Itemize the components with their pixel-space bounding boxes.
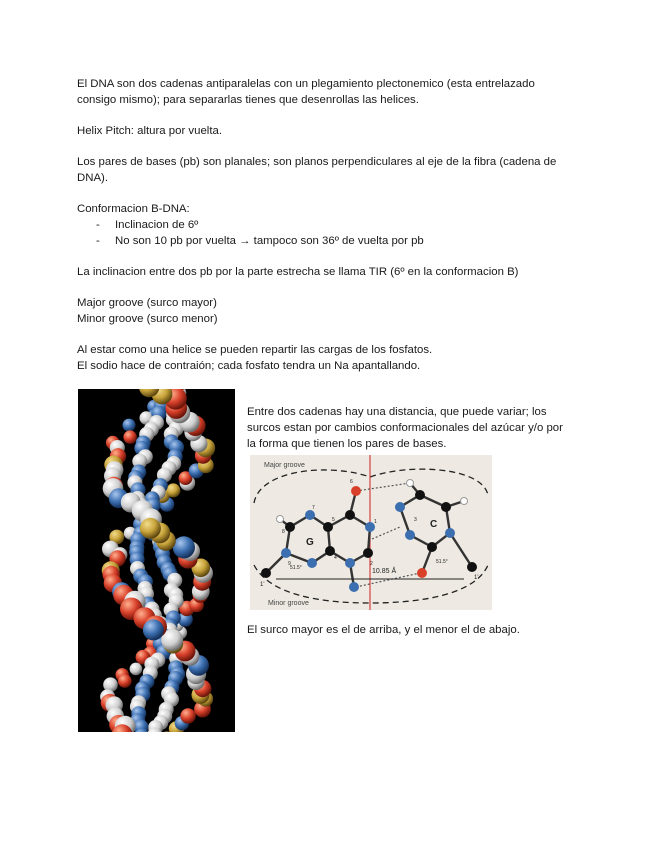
atom-number-label: 4: [334, 555, 337, 561]
atom-number-label: 6: [350, 479, 353, 485]
paragraph-base-pairs-line1: Los pares de bases (pb) son planales; son planos perpendiculares al eje de la fibra (cadena de: [77, 156, 557, 168]
atom-number-label: 2: [370, 561, 373, 567]
one-prime-left-label: 1': [260, 582, 265, 588]
atom-number-label: 9: [288, 561, 291, 567]
helix-atom-sphere: [123, 430, 136, 443]
base-label-g: G: [306, 537, 314, 548]
helix-atom-sphere: [166, 483, 180, 497]
nitrogen-atom: [395, 502, 405, 512]
side-text-line2: surcos estan por cambios conformacionales del azúcar y/o por: [247, 422, 563, 434]
bullet-text: Inclinacion de 6º: [115, 219, 199, 231]
base-pair-illustration: [250, 455, 492, 610]
major-groove-label: Major groove: [264, 462, 305, 469]
paragraph-dna-line2: consigo mismo); para separarlas tienes que desenrollas las helices.: [77, 94, 419, 106]
carbon-atom: [441, 502, 451, 512]
base-pair-diagram: [250, 455, 492, 610]
helix-atom-sphere: [173, 536, 195, 558]
helix-atom-sphere: [123, 419, 136, 432]
dna-helix-illustration: [78, 389, 235, 732]
hydrogen-atom: [277, 516, 284, 523]
oxygen-atom: [351, 486, 361, 496]
nitrogen-atom: [405, 530, 415, 540]
paragraph-helix-pitch: Helix Pitch: altura por vuelta.: [77, 125, 222, 137]
paragraph-major-groove: Major groove (surco mayor): [77, 297, 217, 309]
helix-atom-sphere: [130, 663, 143, 676]
bullet-text: No son 10 pb por vuelta → tampoco son 36º de vuelta por pb: [115, 235, 424, 247]
angle-left-label: 51.5°: [290, 565, 302, 571]
minor-groove-label: Minor groove: [268, 600, 309, 607]
atom-number-label: 5: [332, 517, 335, 523]
hydrogen-atom: [461, 498, 468, 505]
carbon-atom: [363, 548, 373, 558]
helix-atom-sphere: [180, 708, 195, 723]
nitrogen-atom: [349, 582, 359, 592]
one-prime-right-label: 1': [474, 575, 479, 581]
paragraph-base-pairs-line2: DNA).: [77, 172, 109, 184]
carbon-atom: [323, 522, 333, 532]
atom-number-label: 8: [282, 529, 285, 535]
carbon-atom-1prime-left: [261, 568, 271, 578]
nitrogen-atom: [307, 558, 317, 568]
helix-atom-sphere: [143, 619, 164, 640]
diagram-background: [250, 455, 492, 610]
nitrogen-atom: [305, 510, 315, 520]
side-text-line3: la forma que tienen los pares de bases.: [247, 438, 447, 450]
nitrogen-atom: [281, 548, 291, 558]
helix-atom-sphere: [118, 674, 132, 688]
diagram-caption: El surco mayor es el de arriba, y el menor el de abajo.: [247, 624, 520, 636]
bullet-dash: -: [96, 235, 100, 247]
side-text-line1: Entre dos cadenas hay una distancia, que puede variar; los: [247, 406, 547, 418]
carbon-atom-1prime-right: [467, 562, 477, 572]
paragraph-dna-line1: El DNA son dos cadenas antiparalelas con un plegamiento plectonemico (esta entrelazado: [77, 78, 535, 90]
atom-number-label: 7: [312, 505, 315, 511]
oxygen-atom: [417, 568, 427, 578]
paragraph-bdna-heading: Conformacion B-DNA:: [77, 203, 190, 215]
distance-label: 10.85 Å: [372, 568, 397, 575]
helix-atom-sphere: [140, 518, 161, 539]
carbon-atom: [285, 522, 295, 532]
carbon-atom: [427, 542, 437, 552]
angle-right-label: 51.5°: [436, 559, 448, 565]
paragraph-tir: La inclinacion entre dos pb por la parte estrecha se llama TIR (6º en la conformacion B): [77, 266, 519, 278]
paragraph-phosphate-line1: Al estar como una helice se pueden repartir las cargas de los fosfatos.: [77, 344, 433, 356]
atom-number-label: 3: [414, 517, 417, 523]
paragraph-minor-groove: Minor groove (surco menor): [77, 313, 218, 325]
hydrogen-atom: [407, 480, 414, 487]
nitrogen-atom: [445, 528, 455, 538]
dna-helix-image: [78, 389, 235, 732]
atom-number-label: 1: [374, 519, 377, 525]
carbon-atom: [345, 510, 355, 520]
nitrogen-atom: [345, 558, 355, 568]
carbon-atom: [415, 490, 425, 500]
bullet-dash: -: [96, 219, 100, 231]
base-label-c: C: [430, 519, 438, 530]
paragraph-phosphate-line2: El sodio hace de contraión; cada fosfato tendra un Na apantallando.: [77, 360, 421, 372]
